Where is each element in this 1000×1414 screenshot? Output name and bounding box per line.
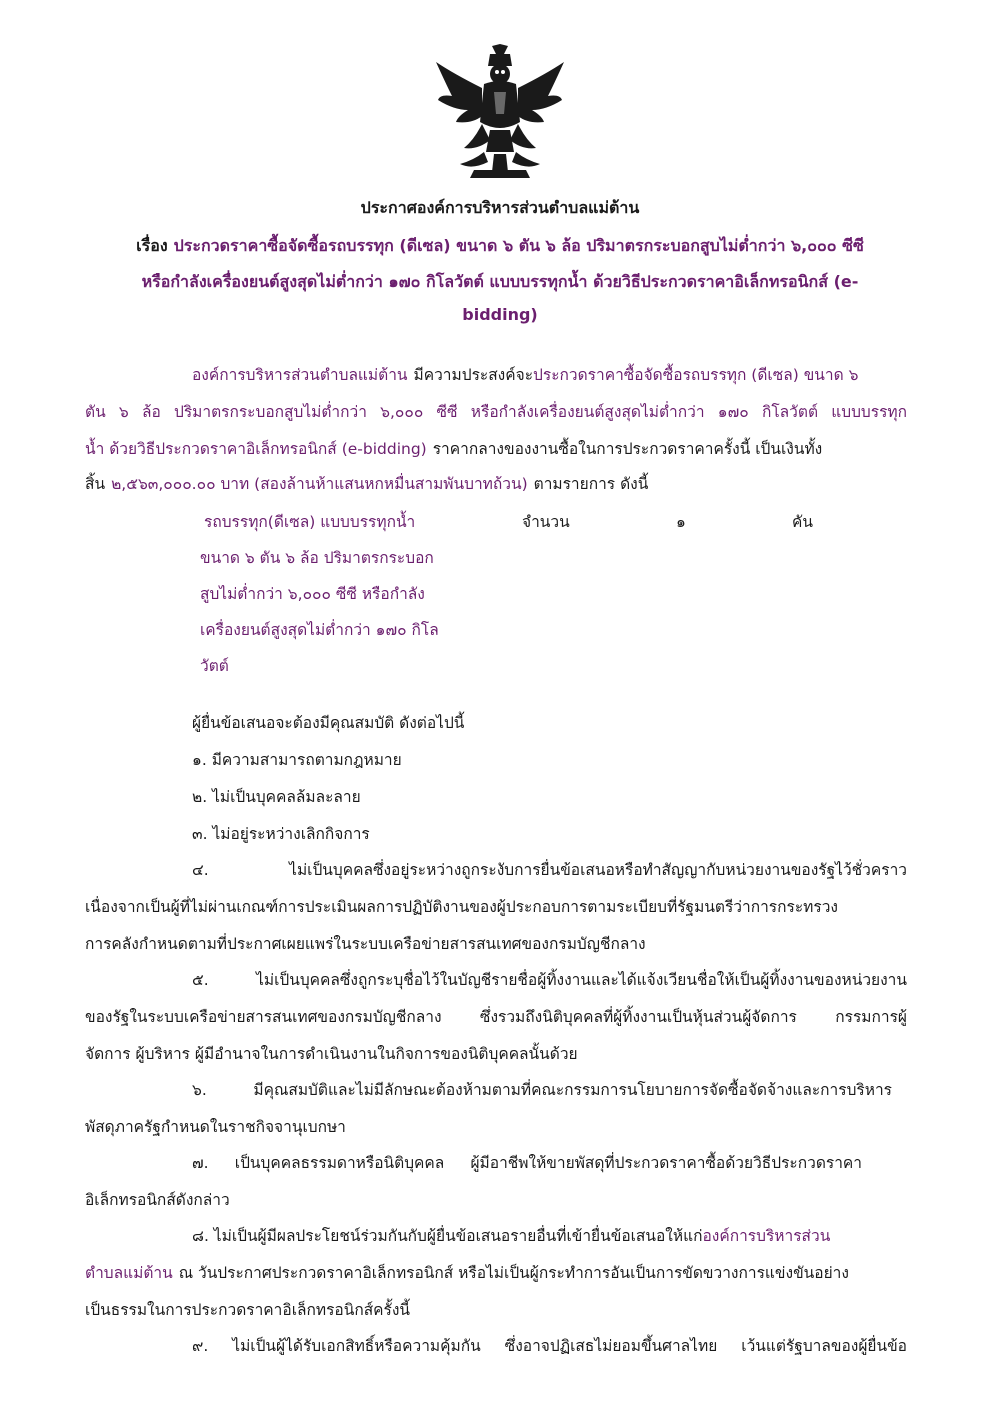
subject-line-2: หรือกำลังเครื่องยนต์สูงสุดไม่ต่ำกว่า ๑๗๐ กิโลวัตต์ แบบบรรทุกน้ำ ด้วยวิธีประกวดราคาอิเล็กทรอนิกส์ (e- [141,272,859,291]
intro-method: น้ำ ด้วยวิธีประกวดราคาอิเล็กทรอนิกส์ (e-bidding) [85,440,427,458]
qualification-9-line-1: ๙. ไม่เป็นผู้ได้รับเอกสิทธิ์หรือความคุ้มกัน ซึ่งอาจปฏิเสธไม่ยอมขึ้นศาลไทย เว้นแต่รัฐบาลของผู้ยื่นข้อ [192,1337,907,1355]
qualification-2: ๒. ไม่เป็นบุคคลล้มละลาย [192,788,361,806]
qualification-3: ๓. ไม่อยู่ระหว่างเลิกกิจการ [192,825,370,843]
qualification-8-org: องค์การบริหารส่วน [702,1227,831,1245]
qualification-5-line-1: ๕. ไม่เป็นบุคคลซึ่งถูกระบุชื่อไว้ในบัญชีรายชื่อผู้ทิ้งงานและได้แจ้งเวียนชื่อให้เป็นผู้ทิ้งงานของหน่วยงาน [192,971,907,989]
org-name: องค์การบริหารส่วนตำบลแม่ต้าน [192,366,408,384]
subject-line-1 [0,234,1000,259]
item-desc-4: เครื่องยนต์สูงสุดไม่ต่ำกว่า ๑๗๐ กิโล [200,621,439,639]
announcement-title: ประกาศองค์การบริหารส่วนตำบลแม่ต้าน [360,198,640,217]
intro-amount: ๒,๕๖๓,๐๐๐.๐๐ บาท (สองล้านห้าแสนหกหมื่นสามพันบาทถ้วน) [111,475,528,493]
intro-purpose: ประกวดราคาซื้อจัดซื้อรถบรรทุก (ดีเซล) ขนาด ๖ [533,366,859,384]
intro-line-4 [85,471,648,496]
item-qty-label: จำนวน [522,513,570,531]
qualification-6-line-1: ๖. มีคุณสมบัติและไม่มีลักษณะต้องห้ามตามที่คณะกรรมการนโยบายการจัดซื้อจัดจ้างและการบริหาร [192,1081,892,1099]
item-desc-2: ขนาด ๖ ตัน ๖ ล้อ ปริมาตรกระบอก [200,549,434,567]
qualification-7-line-1: ๗. เป็นบุคคลธรรมดาหรือนิติบุคคล ผู้มีอาชีพให้ขายพัสดุที่ประกวดราคาซื้อด้วยวิธีประกวดราคา [192,1154,862,1172]
qualifications-heading: ผู้ยื่นข้อเสนอจะต้องมีคุณสมบัติ ดังต่อไปนี้ [192,714,465,732]
subject-text-1: ประกวดราคาซื้อจัดซื้อรถบรรทุก (ดีเซล) ขนาด ๖ ตัน ๖ ล้อ ปริมาตรกระบอกสูบไม่ต่ำกว่า ๖,๐๐๐ ซีซี [173,236,864,255]
item-qty: ๑ [676,513,686,531]
intro-price-text: ราคากลางของงานซื้อในการประกวดราคาครั้งนี้ เป็นเงินทั้ง [432,440,823,458]
item-desc-1: รถบรรทุก(ดีเซล) แบบบรรทุกน้ำ [204,513,416,531]
qualification-5-line-2: ของรัฐในระบบเครือข่ายสารสนเทศของกรมบัญชีกลาง ซึ่งรวมถึงนิติบุคคลที่ผู้ทิ้งงานเป็นหุ้นส่วนผู้จัดการ กรรมการผู้ [85,1008,907,1026]
qualification-4-line-1: ๔. ไม่เป็นบุคคลซึ่งอยู่ระหว่างถูกระงับการยื่นข้อเสนอหรือทำสัญญากับหน่วยงานของรัฐไว้ชั่วคราว [192,861,907,879]
intro-line-3 [85,436,822,461]
item-desc-5: วัตต์ [200,657,229,675]
qualification-6-line-2: พัสดุภาครัฐกำหนดในราชกิจจานุเบกษา [85,1118,346,1136]
qualification-8-line-2 [85,1260,849,1285]
qualification-8-text-2: ณ วันประกาศประกวดราคาอิเล็กทรอนิกส์ หรือไม่เป็นผู้กระทำการอันเป็นการขัดขวางการแข่งขันอย่าง [178,1264,849,1282]
qualification-8-line-3: เป็นธรรมในการประกวดราคาอิเล็กทรอนิกส์ครั้งนี้ [85,1301,411,1319]
subject-label: เรื่อง [136,236,168,255]
qualification-5-line-3: จัดการ ผู้บริหาร ผู้มีอำนาจในการดำเนินงานในกิจการของนิติบุคคลนั้นด้วย [85,1045,578,1063]
intro-total-label: สิ้น [85,475,106,493]
qualification-4-line-2: เนื่องจากเป็นผู้ที่ไม่ผ่านเกณฑ์การประเมินผลการปฏิบัติงานของผู้ประกอบการตามระเบียบที่รัฐมนตรีว่าการกระทรวง [85,898,838,916]
subject-line-3: bidding) [462,305,538,324]
qualification-1: ๑. มีความสามารถตามกฎหมาย [192,751,402,769]
intro-text: มีความประสงค์จะ [413,366,534,384]
intro-line-1 [192,362,858,387]
item-unit: คัน [792,513,813,531]
qualification-8-line-1 [192,1223,830,1248]
qualification-8-text: ๘. ไม่เป็นผู้มีผลประโยชน์ร่วมกันกับผู้ยื่นข้อเสนอรายอื่นที่เข้ายื่นข้อเสนอให้แก่ [192,1227,703,1245]
intro-line-2: ตัน ๖ ล้อ ปริมาตรกระบอกสูบไม่ต่ำกว่า ๖,๐๐๐ ซีซี หรือกำลังเครื่องยนต์สูงสุดไม่ต่ำกว่า ๑๗๐ กิโลวัตต์ แบบบรรทุก [85,403,907,421]
item-desc-3: สูบไม่ต่ำกว่า ๖,๐๐๐ ซีซี หรือกำลัง [200,585,425,603]
intro-list-label: ตามรายการ ดังนี้ [533,475,649,493]
qualification-8-org-cont: ตำบลแม่ต้าน [85,1264,173,1282]
qualification-4-line-3: การคลังกำหนดตามที่ประกาศเผยแพร่ในระบบเครือข่ายสารสนเทศของกรมบัญชีกลาง [85,935,646,953]
garuda-emblem [434,44,566,180]
qualification-7-line-2: อิเล็กทรอนิกส์ดังกล่าว [85,1191,230,1209]
